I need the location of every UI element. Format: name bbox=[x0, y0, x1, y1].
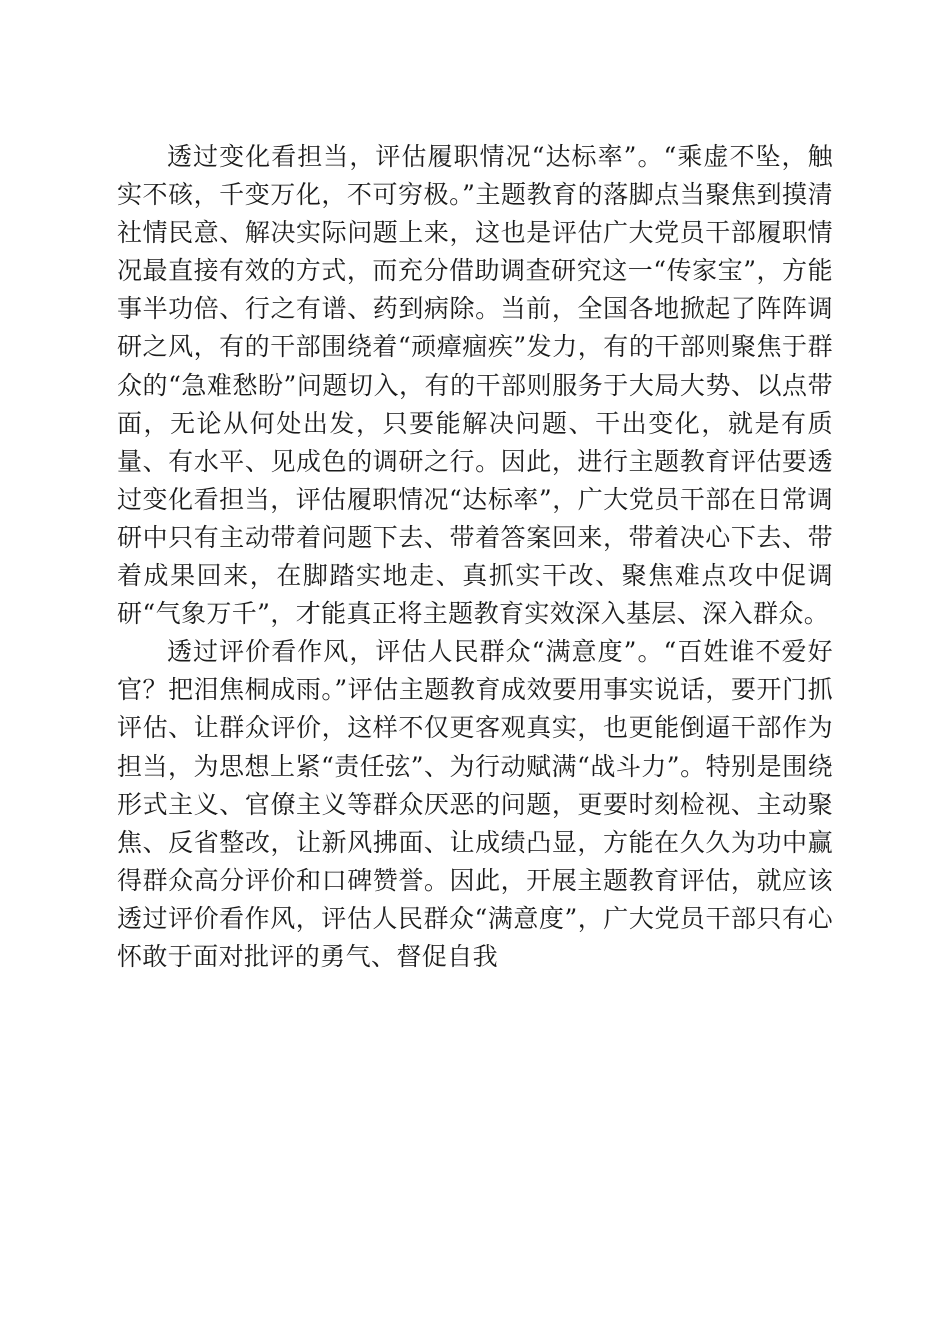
paragraph-satisfaction-rate: 透过评价看作风，评估人民群众“满意度”。“百姓谁不爱好官？把泪焦桐成雨。”评估主题教育成效要用事实说话，要开门抓评估、让群众评价，这样不仅更客观真实，也更能倒逼干部作为担当，为思想上紧“责任弦”、为行动赋满“战斗力”。特别是围绕形式主义、官僚主义等群众厌恶的问题，更要时刻检视、主动聚焦、反省整改，让新风拂面、让成绩凸显，方能在久久为功中赢得群众高分评价和口碑赞誉。因此，开展主题教育评估，就应该透过评价看作风，评估人民群众“满意度”，广大党员干部只有心怀敢于面对批评的勇气、督促自我 bbox=[117, 637, 833, 971]
paragraph-performance-rate: 透过变化看担当，评估履职情况“达标率”。“乘虚不坠，触实不硋，千变万化，不可穷极。”主题教育的落脚点当聚焦到摸清社情民意、解决实际问题上来，这也是评估广大党员干部履职情况最直接有效的方式，而充分借助调查研究这一“传家宝”，方能事半功倍、行之有谱、药到病除。当前，全国各地掀起了阵阵调研之风，有的干部围绕着“顽瘴痼疾”发力，有的干部则聚焦于群众的“急难愁盼”问题切入，有的干部则服务于大局大势、以点带面，无论从何处出发，只要能解决问题、干出变化，就是有质量、有水平、见成色的调研之行。因此，进行主题教育评估要透过变化看担当，评估履职情况“达标率”，广大党员干部在日常调研中只有主动带着问题下去、带着答案回来，带着决心下去、带着成果回来，在脚踏实地走、真抓实干改、聚焦难点攻中促调研“气象万千”，才能真正将主题教育实效深入基层、深入群众。 bbox=[117, 142, 833, 629]
document-body bbox=[117, 138, 833, 976]
